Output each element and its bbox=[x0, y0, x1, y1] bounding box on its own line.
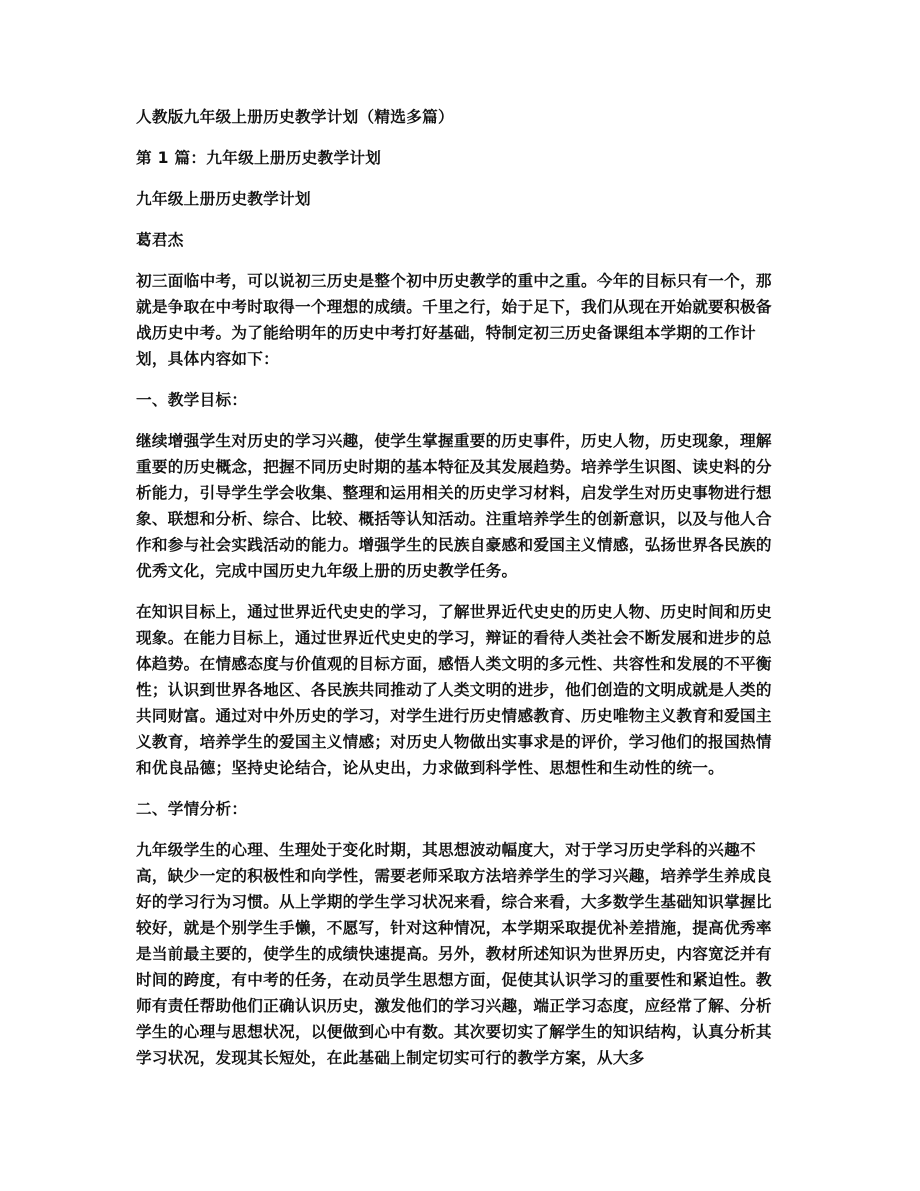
section-heading-teaching-goals: 一、教学目标： bbox=[136, 391, 248, 409]
subtitle: 九年级上册历史教学计划 bbox=[136, 190, 311, 208]
intro-paragraph: 初三面临中考，可以说初三历史是整个初中历史教学的重中之重。今年的目标只有一个，那就是争取在中考时取得一个理想的成绩。千里之行，始于足下，我们从现在开始就要积极备战历史中考。为了能给明年的历史中考打好基础，特制定初三历史备课组本学期的工作计划，具体内容如下： bbox=[136, 272, 772, 368]
section-heading-student-analysis: 二、学情分析： bbox=[136, 800, 248, 818]
document-body bbox=[136, 104, 784, 1086]
author: 葛君杰 bbox=[136, 231, 184, 249]
student-analysis-paragraph: 九年级学生的心理、生理处于变化时期，其思想波动幅度大，对于学习历史学科的兴趣不高，缺少一定的积极性和向学性，需要老师采取方法培养学生的学习兴趣，培养学生养成良好的学习行为习惯。从上学期的学生学习状况来看，综合来看，大多数学生基础知识掌握比较好，就是个别学生手懒，不愿写，针对这种情况，本学期采取提优补差措施，提高优秀率是当前最主要的，使学生的成绩快速提高。另外，教材所述知识为世界历史，内容宽泛并有时间的跨度，有中考的任务，在动员学生思想方面，促使其认识学习的重要性和紧迫性。教师有责任帮助他们正确认识历史，激发他们的学习兴趣，端正学习态度，应经常了解、分析学生的心理与思想状况，以便做到心中有数。其次要切实了解学生的知识结构，认真分析其学习状况，发现其长短处，在此基础上制定切实可行的教学方案，从大多 bbox=[136, 841, 772, 1067]
teaching-goals-paragraph-1: 继续增强学生对历史的学习兴趣，使学生掌握重要的历史事件，历史人物，历史现象，理解重要的历史概念，把握不同历史时期的基本特征及其发展趋势。培养学生识图、读史料的分析能力，引导学生学会收集、整理和运用相关的历史学习材料，启发学生对历史事物进行想象、联想和分析、综合、比较、概括等认知活动。注重培养学生的创新意识，以及与他人合作和参与社会实践活动的能力。增强学生的民族自豪感和爱国主义情感，弘扬世界各民族的优秀文化，完成中国历史九年级上册的历史教学任务。 bbox=[136, 432, 772, 580]
document-title: 人教版九年级上册历史教学计划（精选多篇） bbox=[136, 108, 454, 126]
chapter-heading: 第 1 篇：九年级上册历史教学计划 bbox=[136, 149, 382, 167]
teaching-goals-paragraph-2: 在知识目标上，通过世界近代史史的学习，了解世界近代史史的历史人物、历史时间和历史现象。在能力目标上，通过世界近代史史的学习，辩证的看待人类社会不断发展和进步的总体趋势。在情感态度与价值观的目标方面，感悟人类文明的多元性、共容性和发展的不平衡性；认识到世界各地区、各民族共同推动了人类文明的进步，他们创造的文明成就是人类的共同财富。通过对中外历史的学习，对学生进行历史情感教育、历史唯物主义教育和爱国主义教育，培养学生的爱国主义情感；对历史人物做出实事求是的评价，学习他们的报国热情和优良品德；坚持史论结合，论从史出，力求做到科学性、思想性和生动性的统一。 bbox=[136, 603, 772, 777]
